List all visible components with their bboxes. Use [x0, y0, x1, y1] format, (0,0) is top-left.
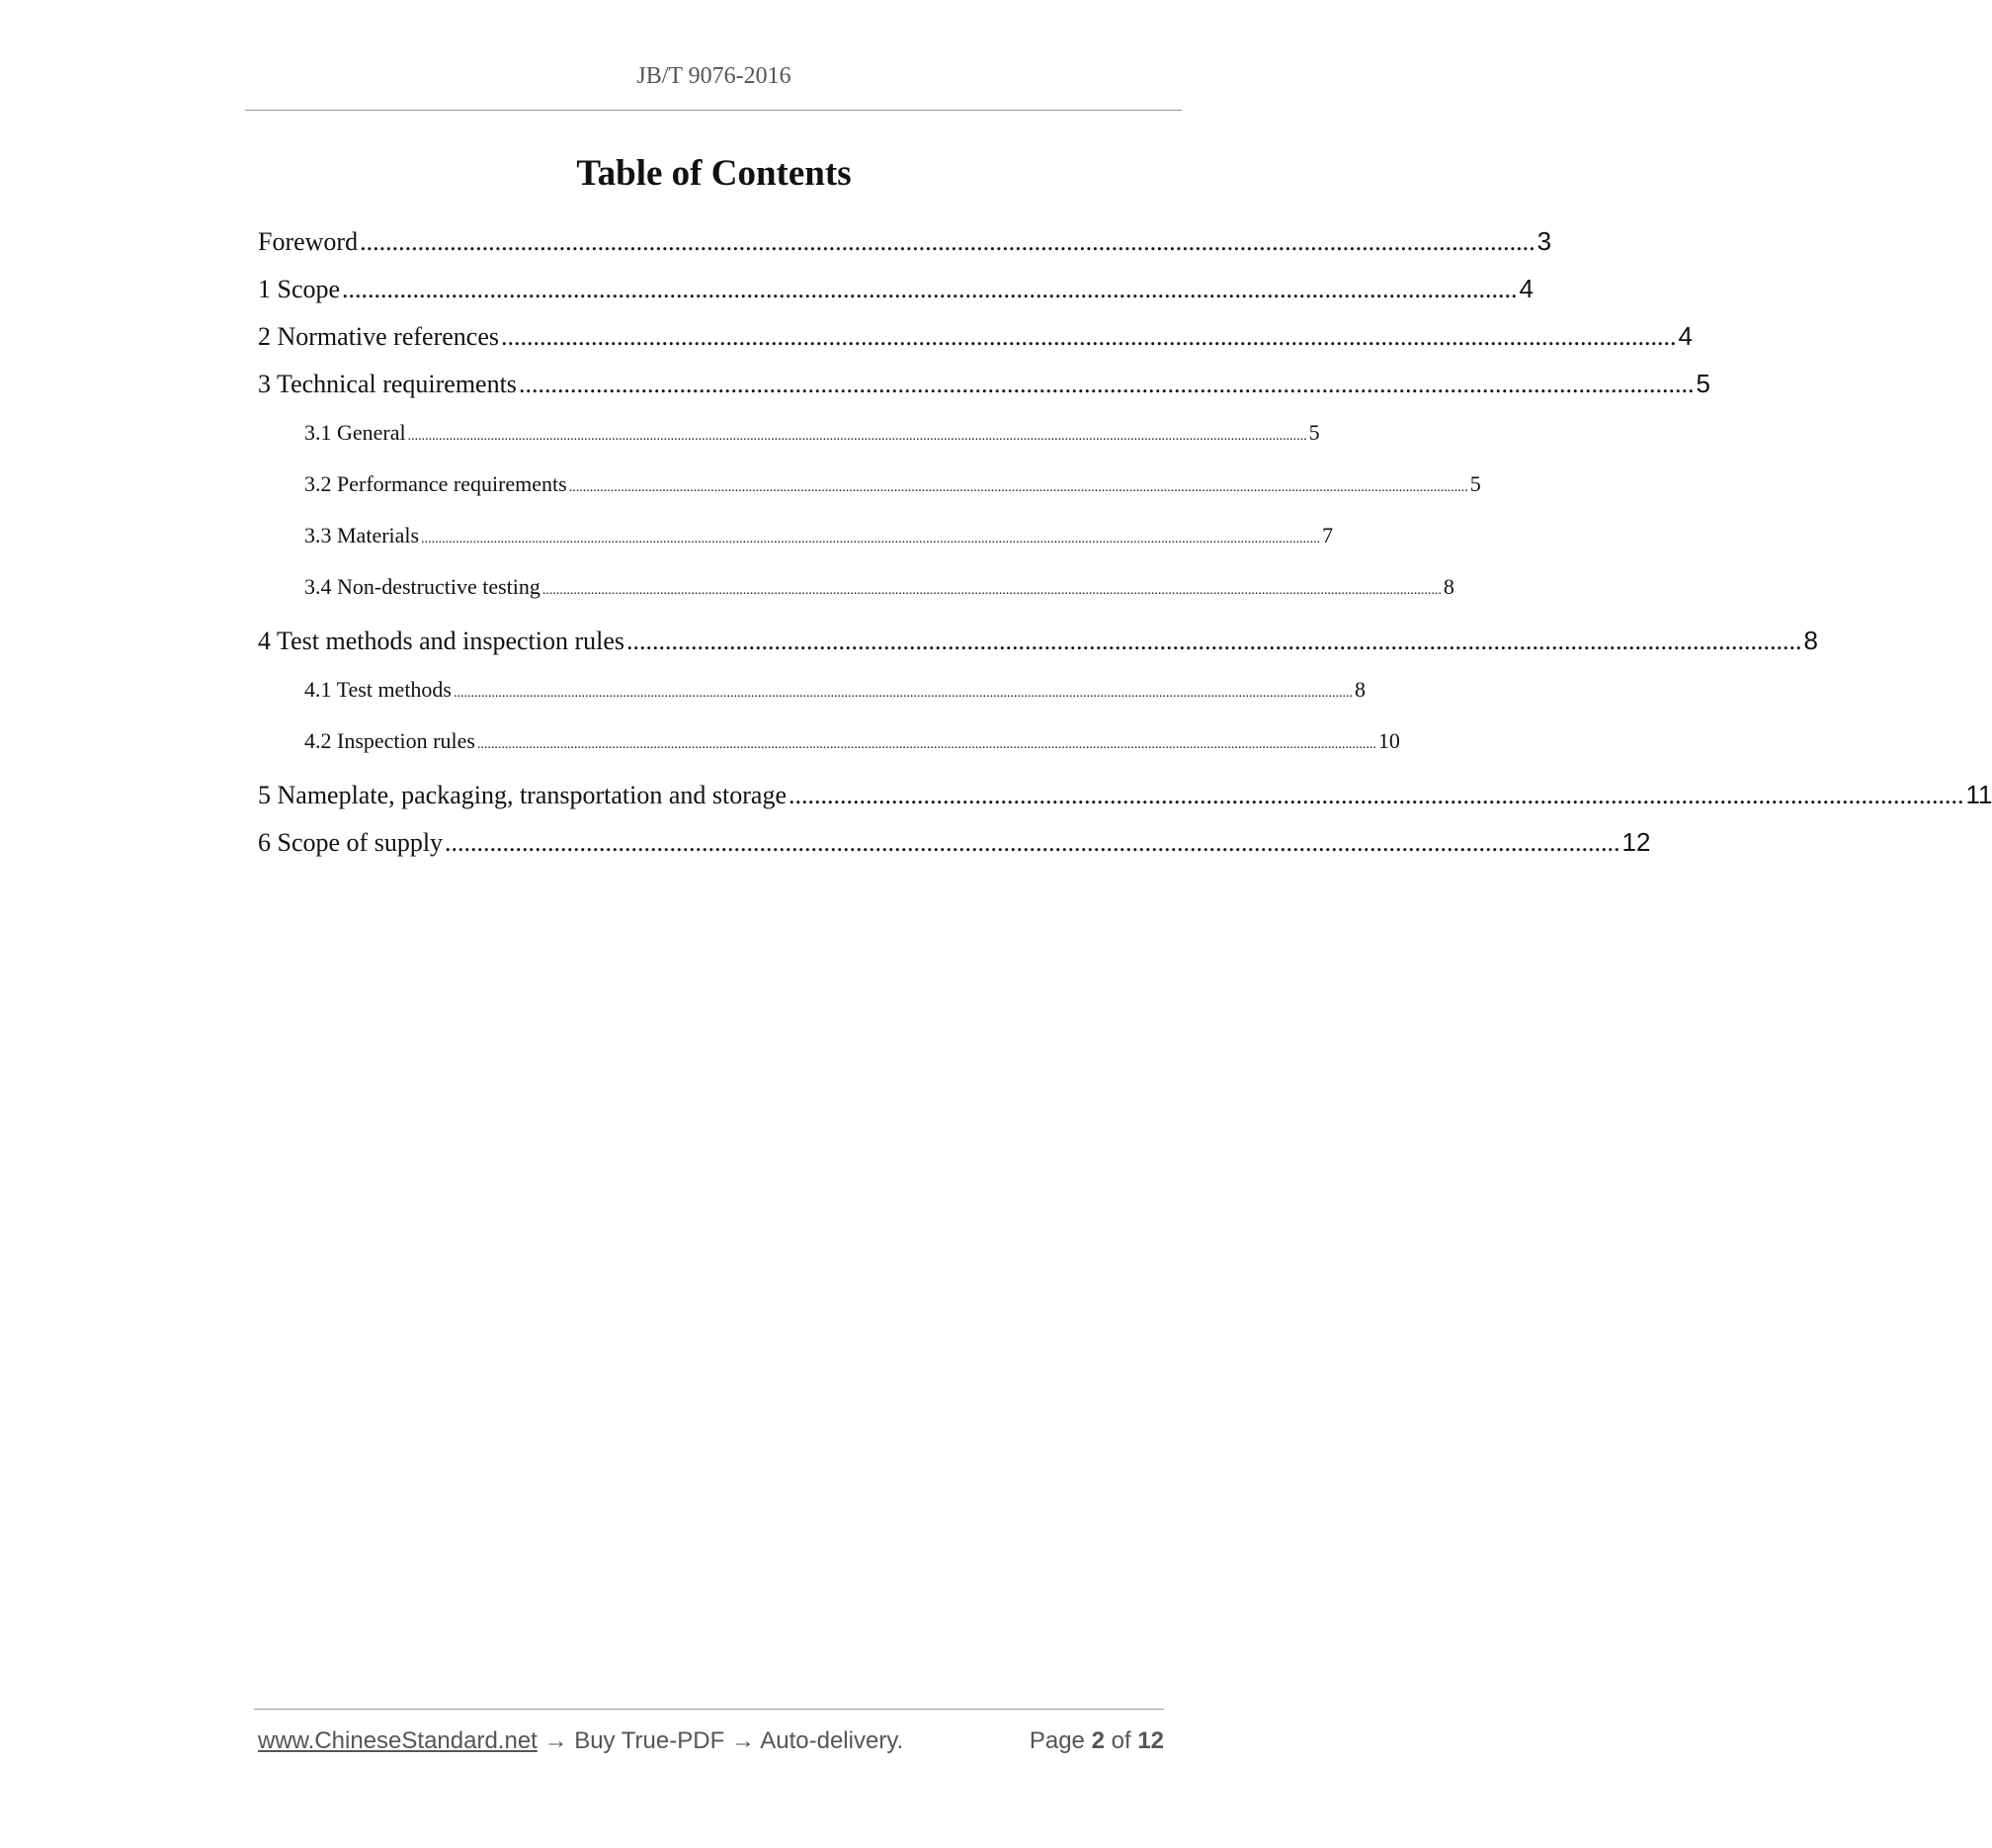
dot-leader: ....................................................................................................................................................................................... [788, 781, 1964, 809]
toc-entry-label: 4.1 Test methods [304, 677, 452, 702]
toc-entry-label: 4 Test methods and inspection rules [258, 627, 625, 655]
toc-entry-page: 5 [1469, 471, 1481, 496]
toc-entry-technical-requirements[interactable] [258, 360, 1710, 407]
toc-entry-performance-requirements[interactable] [304, 459, 1481, 510]
toc-entry-label: 3.3 Materials [304, 523, 420, 547]
toc-entry-label: Foreword [258, 227, 359, 256]
dot-leader: .................................................................................................................................................................................................................................................................... [421, 532, 1321, 546]
page-word: Page [1029, 1727, 1085, 1754]
toc-entry-page: 8 [1443, 574, 1454, 599]
toc-entry-page: 12 [1621, 827, 1651, 857]
footer-divider [254, 1709, 1164, 1710]
toc-entry-foreword[interactable] [258, 217, 1552, 265]
toc-entry-page: 4 [1519, 274, 1535, 303]
arrow-right-icon: → [730, 1727, 755, 1754]
dot-leader: ....................................................................................................................................................................................... [500, 322, 1677, 351]
toc-entry-page: 10 [1377, 728, 1400, 753]
toc-entry-scope[interactable] [258, 265, 1535, 312]
toc-entry-label: 3.4 Non-destructive testing [304, 574, 540, 599]
of-word: of [1111, 1727, 1131, 1754]
toc-entry-label: 2 Normative references [258, 322, 499, 351]
toc-entry-page: 4 [1678, 321, 1693, 351]
toc-entry-inspection-rules[interactable] [304, 715, 1400, 767]
toc-entry-page: 8 [1803, 626, 1819, 655]
dot-leader: ....................................................................................................................................................................................... [445, 828, 1620, 857]
dot-leader: ....................................................................................................................................................................................... [518, 370, 1695, 398]
toc-entry-normative-references[interactable] [258, 312, 1693, 360]
toc-entry-general[interactable] [304, 407, 1320, 459]
buy-text: Buy True-PDF [574, 1727, 725, 1754]
document-id-header: JB/T 9076-2016 [636, 63, 791, 89]
site-link[interactable]: www.ChineseStandard.net [258, 1727, 538, 1754]
toc-entry-label: 1 Scope [258, 275, 341, 303]
toc-entry-label: 5 Nameplate, packaging, transportation and storage [258, 781, 787, 809]
page-indicator [1030, 1727, 1164, 1755]
toc-entry-nameplate-packaging[interactable] [258, 771, 1992, 818]
toc-entry-label: 4.2 Inspection rules [304, 728, 475, 753]
toc-entry-materials[interactable] [304, 510, 1334, 561]
toc-entry-label: 3.1 General [304, 420, 406, 445]
table-of-contents [258, 217, 1992, 866]
toc-entry-page: 7 [1322, 523, 1334, 547]
toc-title: Table of Contents [576, 153, 852, 194]
delivery-text: Auto-delivery. [760, 1727, 904, 1754]
dot-leader: .................................................................................................................................................................................................................................................................... [568, 480, 1468, 495]
dot-leader: .................................................................................................................................................................................................................................................................... [454, 686, 1353, 701]
toc-entry-page: 5 [1696, 369, 1710, 398]
dot-leader: ....................................................................................................................................................................................... [342, 275, 1518, 303]
toc-entry-label: 3.2 Performance requirements [304, 471, 567, 496]
footer-promo [258, 1727, 903, 1755]
header-divider [245, 110, 1182, 111]
dot-leader: ....................................................................................................................................................................................... [626, 627, 1802, 655]
toc-entry-page: 5 [1308, 420, 1320, 445]
toc-entry-non-destructive-testing[interactable] [304, 561, 1454, 613]
dot-leader: .................................................................................................................................................................................................................................................................... [476, 737, 1376, 752]
dot-leader: .................................................................................................................................................................................................................................................................... [407, 429, 1307, 444]
dot-leader: ....................................................................................................................................................................................... [360, 227, 1536, 256]
toc-entry-scope-of-supply[interactable] [258, 818, 1651, 866]
toc-entry-page: 11 [1965, 780, 1992, 809]
arrow-right-icon: → [543, 1727, 568, 1754]
toc-entry-label: 3 Technical requirements [258, 370, 517, 398]
toc-entry-label: 6 Scope of supply [258, 828, 444, 857]
toc-entry-page: 8 [1355, 677, 1366, 702]
toc-entry-page: 3 [1536, 226, 1552, 256]
toc-entry-test-methods[interactable] [304, 664, 1366, 715]
toc-entry-test-methods-and-inspection-rules[interactable] [258, 617, 1819, 664]
dot-leader: .................................................................................................................................................................................................................................................................... [541, 583, 1442, 598]
total-pages-number: 12 [1137, 1727, 1164, 1754]
current-page-number: 2 [1091, 1727, 1105, 1754]
